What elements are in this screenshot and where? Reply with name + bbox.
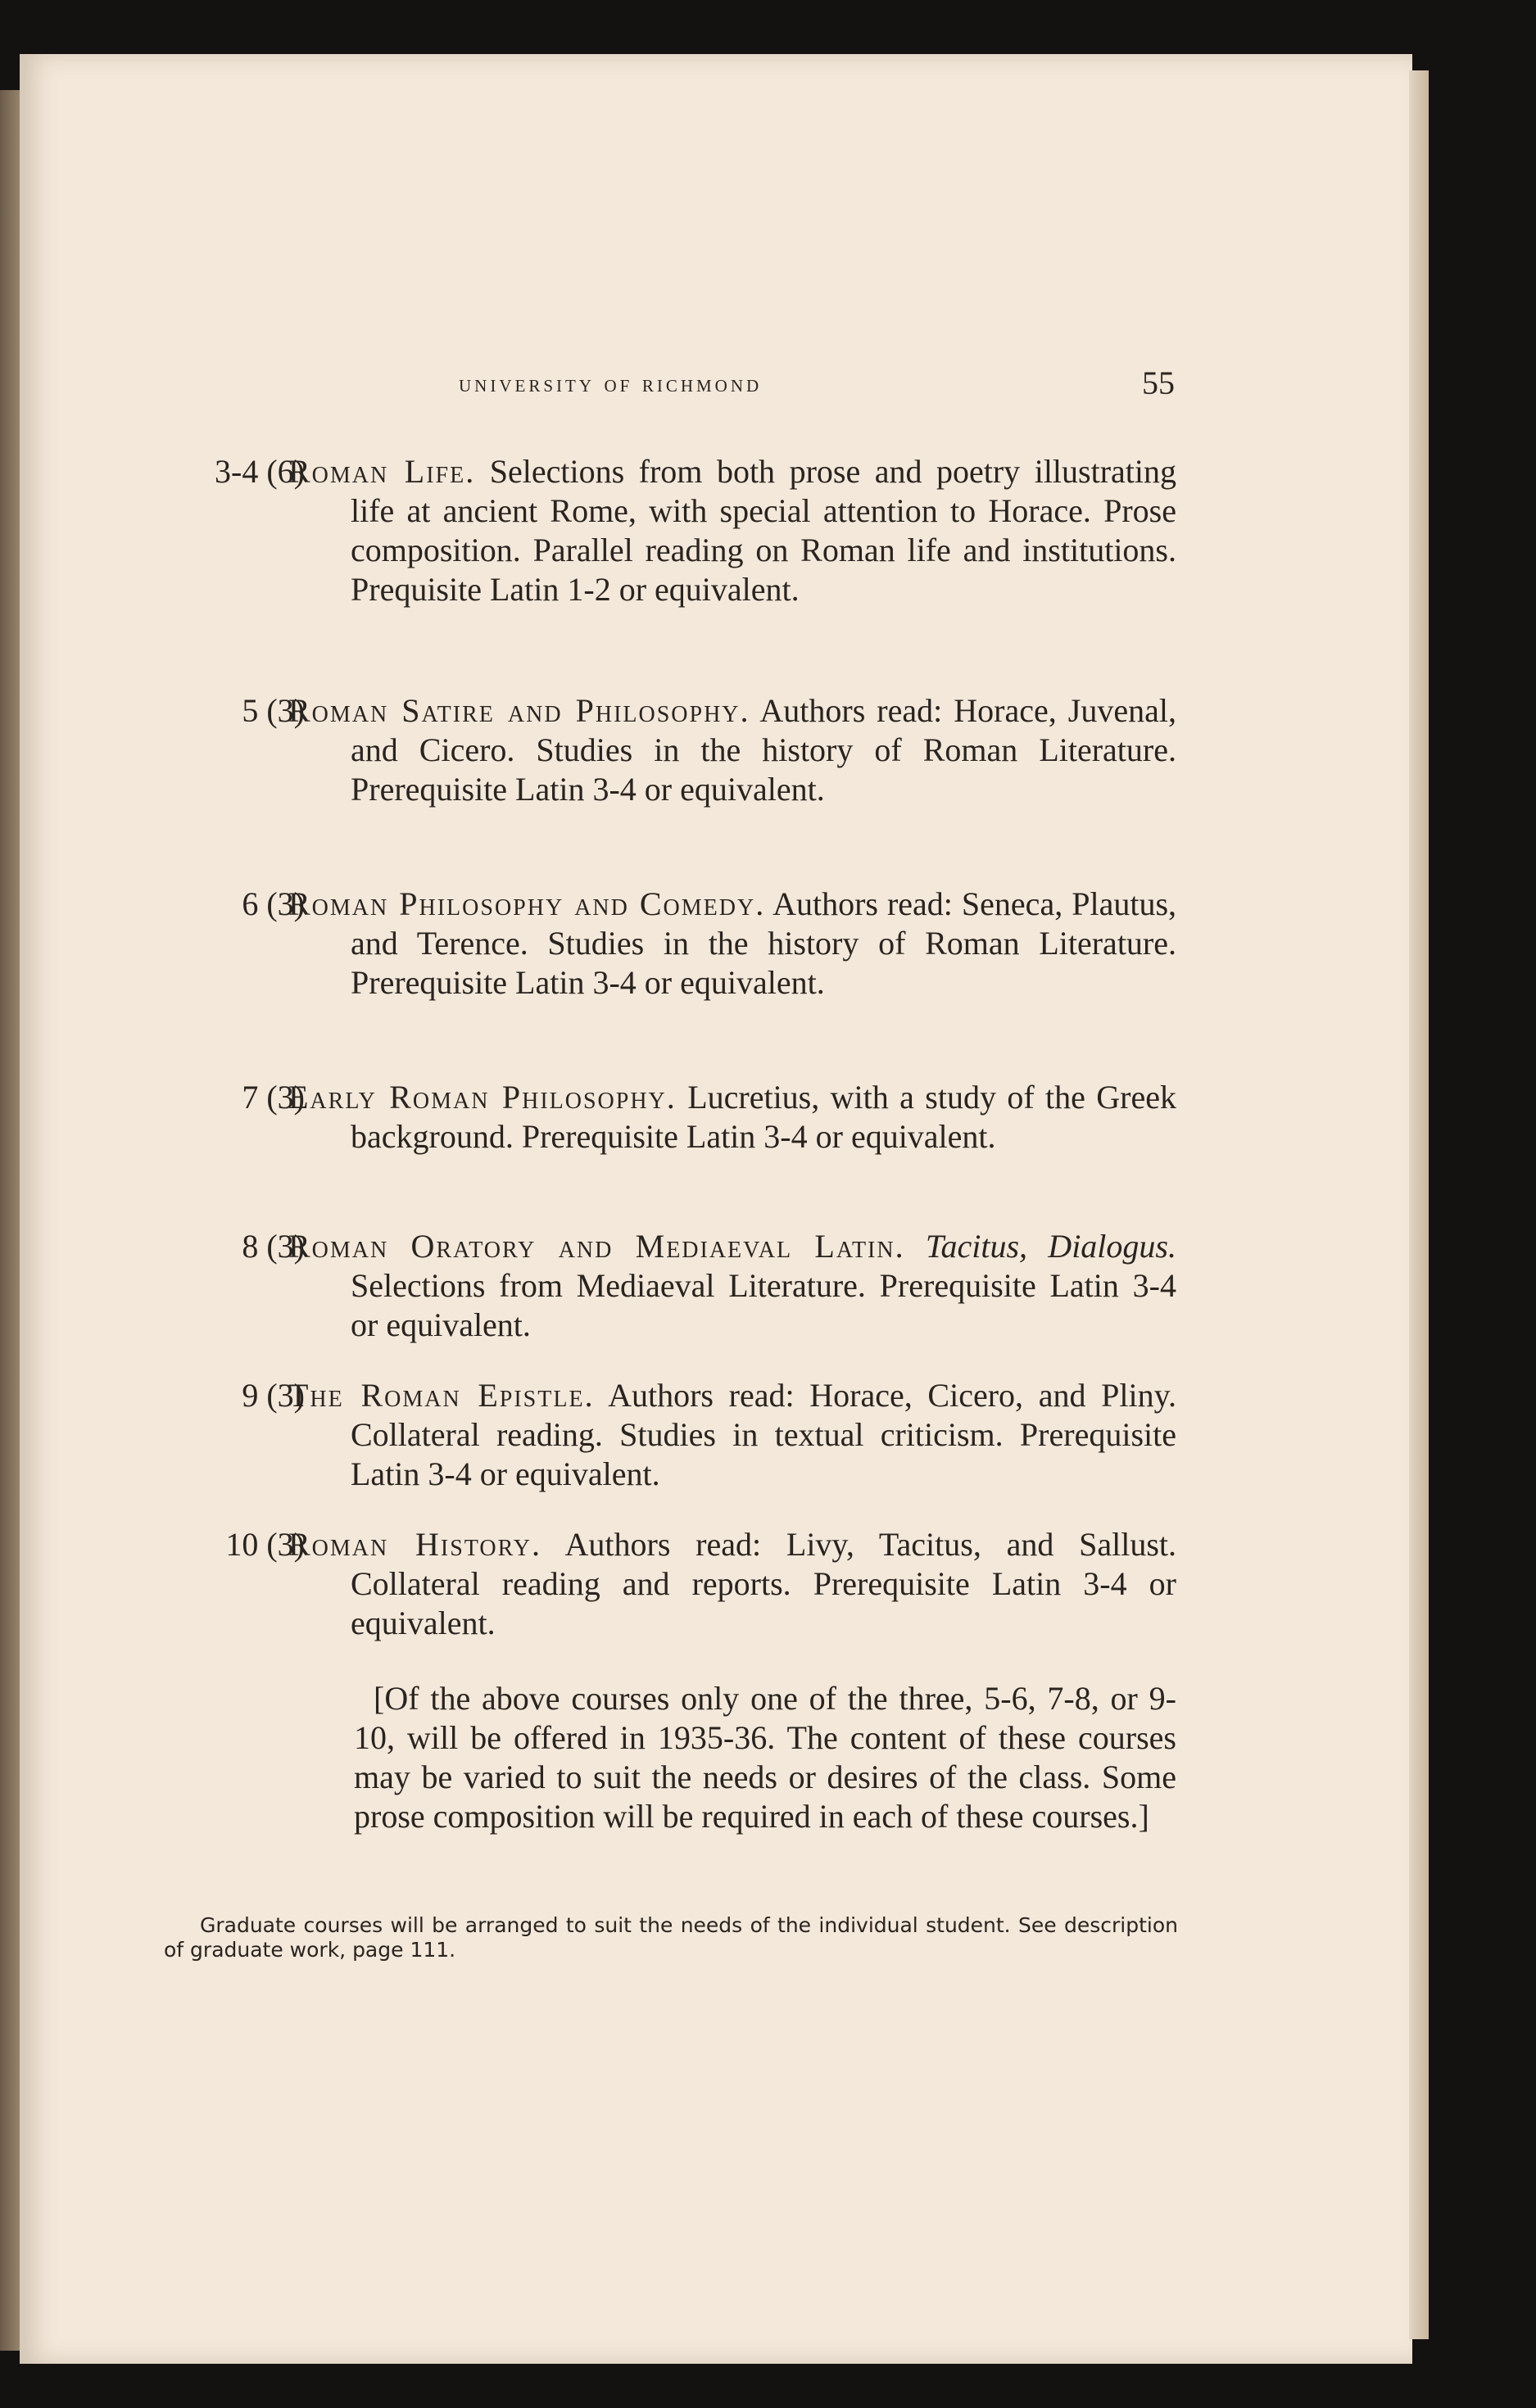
course-description: Selections from Mediaeval Literature. Prerequisite Latin 3-4 or equivalent. [351,1267,1176,1343]
course-number: 7 (3) [242,1079,305,1116]
course-text [288,1376,1176,1494]
course-number: 6 (3) [242,885,305,922]
course-title: The Roman Epistle. [288,1377,595,1414]
course-text [288,452,1176,609]
course-number: 9 (3) [242,1377,305,1414]
bracketed-note: [Of the above courses only one of the three, 5-6, 7-8, or 9-10, will be offered in 1935-36. The content of these courses may be varied to suit the needs or desires of the class. Some prose composition will be required in each of these courses.] [354,1680,1176,1835]
course-title: Early Roman Philosophy. [288,1079,677,1116]
course-number: 3-4 (6) [215,453,305,490]
course-number: 5 (3) [242,692,305,729]
course-title: Roman Life. [288,453,476,490]
course-number: 8 (3) [242,1228,305,1265]
course-work-title: Tacitus, Dialogus. [925,1228,1176,1265]
page-number: 55 [1142,364,1175,401]
course-text [288,1227,1176,1345]
course-text [288,691,1176,809]
course-text [288,1078,1176,1156]
course-description: Lucretius, with a study of the Greek background. Prerequisite Latin 3-4 or equivalent. [351,1079,1177,1155]
course-text [288,885,1176,1003]
course-description: Authors read: Livy, Tacitus, and Sallust. Collateral reading and reports. Prerequisite Latin 3-4 or equivalent. [351,1526,1177,1641]
course-description: Authors read: Horace, Cicero, and Pliny. Collateral reading. Studies in textual criticism. Prerequisite Latin 3-4 or equivalent. [351,1377,1177,1492]
course-title: Roman Oratory and Mediaeval Latin. [288,1228,905,1265]
course-text [288,1525,1176,1643]
footnote: Graduate courses will be arranged to suit the needs of the individual student. See description of graduate work, page 111. [164,1913,1178,1962]
course-title: Roman History. [288,1526,541,1563]
course-number: 10 (3) [225,1526,305,1563]
course-title: Roman Satire and Philosophy. [288,692,750,729]
course-description: Authors read: Seneca, Plautus, and Terence. Studies in the history of Roman Literature. Prerequisite Latin 3-4 or equivalent. [351,885,1177,1001]
running-head: university of richmond [459,370,763,397]
book-page [20,54,1412,2364]
page-edge [1409,70,1429,2339]
course-title: Roman Philosophy and Comedy. [288,885,766,922]
course-description: Selections from both prose and poetry illustrating life at ancient Rome, with special attention to Horace. Prose composition. Parallel reading on Roman life and institutions. Prequisite Latin 1-2 or equivalent. [351,453,1177,608]
course-description: Authors read: Horace, Juvenal, and Cicero. Studies in the history of Roman Literature. Prerequisite Latin 3-4 or equivalent. [351,692,1176,808]
